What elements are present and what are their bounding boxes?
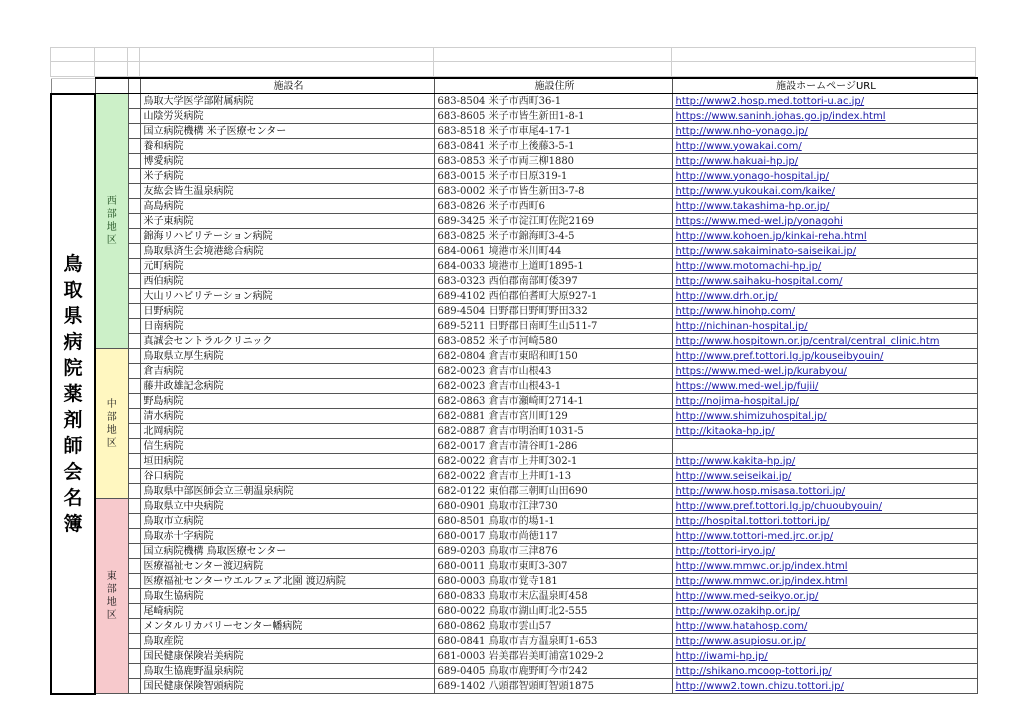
facility-url-cell — [672, 424, 977, 439]
table-row — [51, 229, 977, 244]
facility-url-cell — [672, 289, 977, 304]
facility-name: 野島病院 — [140, 394, 434, 409]
facility-name: 鳥取生協病院 — [140, 589, 434, 604]
title-char: 会 — [63, 460, 83, 483]
facility-address: 689-4102 西伯郡伯耆町大原927-1 — [434, 289, 672, 304]
facility-url-link[interactable]: http://www.seiseikai.jp/ — [675, 470, 792, 482]
region-char: 中 — [106, 398, 117, 410]
table-row — [51, 529, 977, 544]
row-gap-cell — [128, 124, 140, 139]
facility-url-link[interactable]: http://www2.town.chizu.tottori.jp/ — [675, 680, 844, 692]
facility-address: 684-0033 境港市上道町1895-1 — [434, 259, 672, 274]
table-row — [51, 349, 977, 364]
facility-url-link[interactable]: http://www.med-seikyo.or.jp/ — [675, 590, 819, 602]
table-row — [51, 604, 977, 619]
facility-url-link[interactable]: http://www.takashima-hp.or.jp/ — [675, 200, 830, 212]
facility-name: 友紘会皆生温泉病院 — [140, 184, 434, 199]
facility-url-cell — [672, 409, 977, 424]
facility-url-link[interactable]: http://www.hatahosp.com/ — [675, 620, 808, 632]
title-char: 県 — [63, 304, 83, 327]
facility-url-cell — [672, 274, 977, 289]
table-row — [51, 199, 977, 214]
facility-url-cell — [672, 214, 977, 229]
table-row — [51, 244, 977, 259]
facility-url-cell — [672, 604, 977, 619]
facility-url-cell — [672, 124, 977, 139]
facility-url-link[interactable]: http://nichinan-hospital.jp/ — [675, 320, 808, 332]
facility-url-link[interactable]: http://www.hospitown.or.jp/central/central_clinic.htm — [675, 335, 940, 347]
facility-url-cell — [672, 109, 977, 124]
facility-url-cell — [672, 469, 977, 484]
facility-url-cell — [672, 334, 977, 349]
facility-address: 682-0804 倉吉市東昭和町150 — [434, 349, 672, 364]
facility-address: 683-8518 米子市車尾4-17-1 — [434, 124, 672, 139]
facility-url-link[interactable]: http://www.nho-yonago.jp/ — [675, 125, 808, 137]
facility-url-cell — [672, 649, 977, 664]
facility-url-link[interactable]: http://hospital.tottori.tottori.jp/ — [675, 515, 830, 527]
facility-address: 680-0901 鳥取市江津730 — [434, 499, 672, 514]
facility-url-link[interactable]: http://www.sakaiminato-saiseikai.jp/ — [675, 245, 857, 257]
table-row — [51, 154, 977, 169]
table-row — [51, 139, 977, 154]
title-char: 薬 — [63, 382, 83, 405]
facility-name: 鳥取市立病院 — [140, 514, 434, 529]
facility-url-link[interactable]: https://www.med-wel.jp/kurabyou/ — [675, 365, 847, 377]
table-row — [51, 484, 977, 499]
gap-header-cell — [128, 78, 140, 94]
facility-name: 養和病院 — [140, 139, 434, 154]
title-char: 名 — [63, 486, 83, 509]
region-char: 西 — [106, 196, 117, 207]
facility-url-cell — [672, 364, 977, 379]
table-row — [51, 469, 977, 484]
row-gap-cell — [128, 454, 140, 469]
region-char: 地 — [106, 597, 117, 608]
header-facility-name: 施設名 — [140, 78, 434, 94]
facility-url-cell — [672, 544, 977, 559]
row-gap-cell — [128, 319, 140, 334]
facility-url-link[interactable]: http://www.yowakai.com/ — [675, 140, 802, 152]
facility-address: 682-0122 東伯郡三朝町山田690 — [434, 484, 672, 499]
table-row — [51, 559, 977, 574]
row-gap-cell — [128, 349, 140, 364]
row-gap-cell — [128, 154, 140, 169]
facility-name: 鳥取大学医学部附属病院 — [140, 94, 434, 109]
region-char: 区 — [106, 437, 117, 449]
facility-address: 680-0003 鳥取市覚寺181 — [434, 574, 672, 589]
row-gap-cell — [128, 679, 140, 694]
facility-url-link[interactable]: http://www.hinohp.com/ — [675, 305, 796, 317]
facility-address: 683-0853 米子市両三柳1880 — [434, 154, 672, 169]
row-gap-cell — [128, 139, 140, 154]
facility-address: 680-0862 鳥取市雲山57 — [434, 619, 672, 634]
facility-url-cell — [672, 394, 977, 409]
facility-name: 博愛病院 — [140, 154, 434, 169]
facility-name: 錦海リハビリテーション病院 — [140, 229, 434, 244]
facility-url-link[interactable]: http://www.yukoukai.com/kaike/ — [675, 185, 835, 197]
row-gap-cell — [128, 109, 140, 124]
facility-address: 682-0023 倉吉市山根43 — [434, 364, 672, 379]
region-char: 区 — [106, 235, 117, 246]
region-label-central — [95, 349, 128, 499]
facility-url-cell — [672, 574, 977, 589]
facility-url-cell — [672, 439, 977, 454]
facility-name: 医療福祉センターウエルフェア北園 渡辺病院 — [140, 574, 434, 589]
table-row — [51, 109, 977, 124]
facility-address: 682-0887 倉吉市明治町1031-5 — [434, 424, 672, 439]
table-row — [51, 364, 977, 379]
facility-url-cell — [672, 319, 977, 334]
row-gap-cell — [128, 514, 140, 529]
facility-address: 689-1402 八頭郡智頭町智頭1875 — [434, 679, 672, 694]
facility-url-cell — [672, 94, 977, 109]
facility-url-cell — [672, 349, 977, 364]
facility-url-cell — [672, 154, 977, 169]
facility-name: 国立病院機構 鳥取医療センター — [140, 544, 434, 559]
facility-name: 鳥取県中部医師会立三朝温泉病院 — [140, 484, 434, 499]
facility-url-cell — [672, 199, 977, 214]
facility-url-cell — [672, 589, 977, 604]
facility-url-cell — [672, 529, 977, 544]
facility-address: 680-8501 鳥取市的場1-1 — [434, 514, 672, 529]
region-char: 地 — [106, 424, 117, 436]
region-char: 部 — [106, 411, 117, 423]
table-row — [51, 169, 977, 184]
facility-address: 682-0022 倉吉市上井町302-1 — [434, 454, 672, 469]
row-gap-cell — [128, 409, 140, 424]
facility-name: 鳥取県済生会境港総合病院 — [140, 244, 434, 259]
facility-url-cell — [672, 304, 977, 319]
facility-name: 北岡病院 — [140, 424, 434, 439]
facility-url-link[interactable]: http://www.motomachi-hp.jp/ — [675, 260, 822, 272]
facility-name: 信生病院 — [140, 439, 434, 454]
facility-url-link[interactable]: http://www.tottori-med.jrc.or.jp/ — [675, 530, 834, 542]
row-gap-cell — [128, 169, 140, 184]
row-gap-cell — [128, 484, 140, 499]
row-gap-cell — [128, 559, 140, 574]
title-char: 院 — [63, 356, 83, 379]
region-label-west — [95, 94, 128, 349]
table-row — [51, 259, 977, 274]
row-gap-cell — [128, 364, 140, 379]
facility-address: 683-0826 米子市西町6 — [434, 199, 672, 214]
table-row — [51, 409, 977, 424]
row-gap-cell — [128, 634, 140, 649]
table-row — [51, 334, 977, 349]
facility-name: 日野病院 — [140, 304, 434, 319]
header-facility-address: 施設住所 — [434, 78, 672, 94]
facility-url-cell — [672, 499, 977, 514]
facility-url-link[interactable]: http://www.yonago-hospital.jp/ — [675, 170, 829, 182]
table-row — [51, 94, 977, 109]
table-row — [51, 634, 977, 649]
facility-url-link[interactable]: http://www.pref.tottori.lg.jp/kouseibyouin/ — [675, 350, 884, 362]
row-gap-cell — [128, 334, 140, 349]
row-gap-cell — [128, 604, 140, 619]
facility-address: 682-0863 倉吉市瀬崎町2714-1 — [434, 394, 672, 409]
title-char: 鳥 — [63, 252, 83, 275]
region-char: 地 — [106, 222, 117, 233]
facility-url-link[interactable]: http://www.mmwc.or.jp/index.html — [675, 560, 848, 572]
facility-address: 680-0022 鳥取市湖山町北2-555 — [434, 604, 672, 619]
table-row — [51, 304, 977, 319]
facility-name: 真誠会セントラルクリニック — [140, 334, 434, 349]
table-row — [51, 319, 977, 334]
row-gap-cell — [128, 649, 140, 664]
row-gap-cell — [128, 589, 140, 604]
facility-address: 682-0022 倉吉市上井町1-13 — [434, 469, 672, 484]
title-header-cell — [51, 78, 95, 94]
facility-url-cell — [672, 514, 977, 529]
facility-address: 683-8504 米子市西町36-1 — [434, 94, 672, 109]
title-char: 簿 — [63, 512, 83, 535]
facility-url-link[interactable]: http://www.drh.or.jp/ — [675, 290, 778, 302]
facility-url-link[interactable]: http://www.hosp.misasa.tottori.jp/ — [675, 485, 846, 497]
table-row — [51, 214, 977, 229]
facility-name: 大山リハビリテーション病院 — [140, 289, 434, 304]
header-row — [51, 78, 977, 94]
facility-name: 山陰労災病院 — [140, 109, 434, 124]
facility-url-cell — [672, 559, 977, 574]
table-row — [51, 124, 977, 139]
facility-address: 681-0003 岩美郡岩美町浦富1029-2 — [434, 649, 672, 664]
facility-url-cell — [672, 259, 977, 274]
facility-name: 米子病院 — [140, 169, 434, 184]
row-gap-cell — [128, 289, 140, 304]
row-gap-cell — [128, 439, 140, 454]
table-row — [51, 274, 977, 289]
row-gap-cell — [128, 244, 140, 259]
facility-address: 689-5211 日野郡日南町生山511-7 — [434, 319, 672, 334]
row-gap-cell — [128, 394, 140, 409]
facility-address: 680-0841 鳥取市吉方温泉町1-653 — [434, 634, 672, 649]
facility-url-cell — [672, 664, 977, 679]
title-char: 病 — [63, 330, 83, 353]
facility-name: 藤井政雄記念病院 — [140, 379, 434, 394]
facility-name: 鳥取県立厚生病院 — [140, 349, 434, 364]
hospital-register-table — [50, 77, 978, 695]
row-gap-cell — [128, 499, 140, 514]
facility-url-link[interactable]: http://shikano.mcoop-tottori.jp/ — [675, 665, 832, 677]
table-row — [51, 589, 977, 604]
facility-name: 倉吉病院 — [140, 364, 434, 379]
facility-url-cell — [672, 379, 977, 394]
facility-url-link[interactable]: http://www.ozakihp.or.jp/ — [675, 605, 800, 617]
facility-address: 680-0017 鳥取市尚徳117 — [434, 529, 672, 544]
table-row — [51, 454, 977, 469]
table-row — [51, 544, 977, 559]
table-row — [51, 679, 977, 694]
row-gap-cell — [128, 469, 140, 484]
table-row — [51, 619, 977, 634]
facility-url-cell — [672, 244, 977, 259]
facility-url-link[interactable]: http://tottori-iryo.jp/ — [675, 545, 776, 557]
facility-address: 683-0841 米子市上後藤3-5-1 — [434, 139, 672, 154]
facility-url-link[interactable]: http://www.hakuai-hp.jp/ — [675, 155, 799, 167]
row-gap-cell — [128, 94, 140, 109]
facility-url-link[interactable]: http://www.kakita-hp.jp/ — [675, 455, 796, 467]
facility-address: 680-0011 鳥取市東町3-307 — [434, 559, 672, 574]
facility-name: 国民健康保険岩美病院 — [140, 649, 434, 664]
facility-name: 高島病院 — [140, 199, 434, 214]
table-row — [51, 424, 977, 439]
facility-name: 清水病院 — [140, 409, 434, 424]
facility-name: 西伯病院 — [140, 274, 434, 289]
facility-name: 谷口病院 — [140, 469, 434, 484]
table-row — [51, 664, 977, 679]
table-row — [51, 439, 977, 454]
table-row — [51, 499, 977, 514]
table-row — [51, 574, 977, 589]
facility-url-link[interactable]: http://www.pref.tottori.lg.jp/chuoubyouin/ — [675, 500, 882, 512]
facility-url-link[interactable]: http://kitaoka-hp.jp/ — [675, 425, 775, 437]
table-row — [51, 379, 977, 394]
facility-name: 尾崎病院 — [140, 604, 434, 619]
facility-url-link[interactable]: http://www.mmwc.or.jp/index.html — [675, 575, 848, 587]
facility-name: 垣田病院 — [140, 454, 434, 469]
row-gap-cell — [128, 619, 140, 634]
region-header-cell — [95, 78, 128, 94]
facility-url-cell — [672, 619, 977, 634]
facility-url-link[interactable]: http://www.saihaku-hospital.com/ — [675, 275, 843, 287]
facility-name: 国民健康保険智頭病院 — [140, 679, 434, 694]
row-gap-cell — [128, 379, 140, 394]
facility-address: 689-0203 鳥取市三津876 — [434, 544, 672, 559]
facility-url-link[interactable]: http://www.asupiosu.or.jp/ — [675, 635, 806, 647]
facility-address: 689-0405 鳥取市鹿野町今市242 — [434, 664, 672, 679]
facility-url-link[interactable]: http://www.shimizuhospital.jp/ — [675, 410, 827, 422]
region-char: 区 — [106, 610, 117, 621]
region-char: 東 — [106, 571, 117, 582]
register-title — [51, 94, 95, 694]
facility-address: 683-0015 米子市日原319-1 — [434, 169, 672, 184]
facility-url-link[interactable]: http://iwami-hp.jp/ — [675, 650, 768, 662]
region-char: 部 — [106, 209, 117, 220]
facility-name: 国立病院機構 米子医療センター — [140, 124, 434, 139]
facility-address: 682-0017 倉吉市清谷町1-286 — [434, 439, 672, 454]
facility-url-cell — [672, 484, 977, 499]
row-gap-cell — [128, 214, 140, 229]
facility-name: 鳥取赤十字病院 — [140, 529, 434, 544]
facility-url-cell — [672, 169, 977, 184]
table-row — [51, 184, 977, 199]
register-body — [51, 94, 977, 694]
facility-address: 683-0825 米子市錦海町3-4-5 — [434, 229, 672, 244]
title-char: 剤 — [63, 408, 83, 431]
facility-address: 683-0323 西伯郡南部町倭397 — [434, 274, 672, 289]
table-row — [51, 394, 977, 409]
region-label-east — [95, 499, 128, 694]
facility-name: 鳥取産院 — [140, 634, 434, 649]
facility-url-cell — [672, 634, 977, 649]
region-char: 部 — [106, 584, 117, 595]
facility-address: 689-3425 米子市淀江町佐陀2169 — [434, 214, 672, 229]
facility-address: 682-0881 倉吉市宮川町129 — [434, 409, 672, 424]
table-row — [51, 289, 977, 304]
facility-address: 683-0852 米子市河崎580 — [434, 334, 672, 349]
facility-name: 日南病院 — [140, 319, 434, 334]
row-gap-cell — [128, 229, 140, 244]
facility-address: 683-0002 米子市皆生新田3-7-8 — [434, 184, 672, 199]
row-gap-cell — [128, 544, 140, 559]
facility-name: 鳥取生協鹿野温泉病院 — [140, 664, 434, 679]
facility-name: メンタルリカバリーセンター幡病院 — [140, 619, 434, 634]
row-gap-cell — [128, 259, 140, 274]
facility-url-cell — [672, 229, 977, 244]
row-gap-cell — [128, 184, 140, 199]
facility-url-cell — [672, 679, 977, 694]
facility-name: 元町病院 — [140, 259, 434, 274]
header-facility-url: 施設ホームページURL — [672, 78, 977, 94]
table-row — [51, 514, 977, 529]
facility-address: 684-0061 境港市米川町44 — [434, 244, 672, 259]
facility-name: 鳥取県立中央病院 — [140, 499, 434, 514]
row-gap-cell — [128, 424, 140, 439]
row-gap-cell — [128, 574, 140, 589]
facility-url-cell — [672, 454, 977, 469]
facility-url-link[interactable]: https://www.med-wel.jp/fujii/ — [675, 380, 819, 392]
facility-name: 米子東病院 — [140, 214, 434, 229]
row-gap-cell — [128, 664, 140, 679]
title-char: 師 — [63, 434, 83, 457]
facility-address: 680-0833 鳥取市末広温泉町458 — [434, 589, 672, 604]
facility-url-link[interactable]: http://www2.hosp.med.tottori-u.ac.jp/ — [675, 95, 865, 107]
facility-address: 682-0023 倉吉市山根43-1 — [434, 379, 672, 394]
table-row — [51, 649, 977, 664]
facility-address: 683-8605 米子市皆生新田1-8-1 — [434, 109, 672, 124]
facility-url-cell — [672, 184, 977, 199]
row-gap-cell — [128, 529, 140, 544]
facility-url-link[interactable]: http://www.kohoen.jp/kinkai-reha.html — [675, 230, 867, 242]
title-char: 取 — [63, 278, 83, 301]
facility-url-link[interactable]: http://nojima-hospital.jp/ — [675, 395, 799, 407]
facility-url-link[interactable]: https://www.saninh.johas.go.jp/index.html — [675, 110, 886, 122]
facility-url-link[interactable]: https://www.med-wel.jp/yonagohi — [675, 215, 843, 227]
row-gap-cell — [128, 274, 140, 289]
row-gap-cell — [128, 199, 140, 214]
spreadsheet-top-grid — [50, 47, 976, 77]
facility-url-cell — [672, 139, 977, 154]
row-gap-cell — [128, 304, 140, 319]
facility-address: 689-4504 日野郡日野町野田332 — [434, 304, 672, 319]
facility-name: 医療福祉センター渡辺病院 — [140, 559, 434, 574]
